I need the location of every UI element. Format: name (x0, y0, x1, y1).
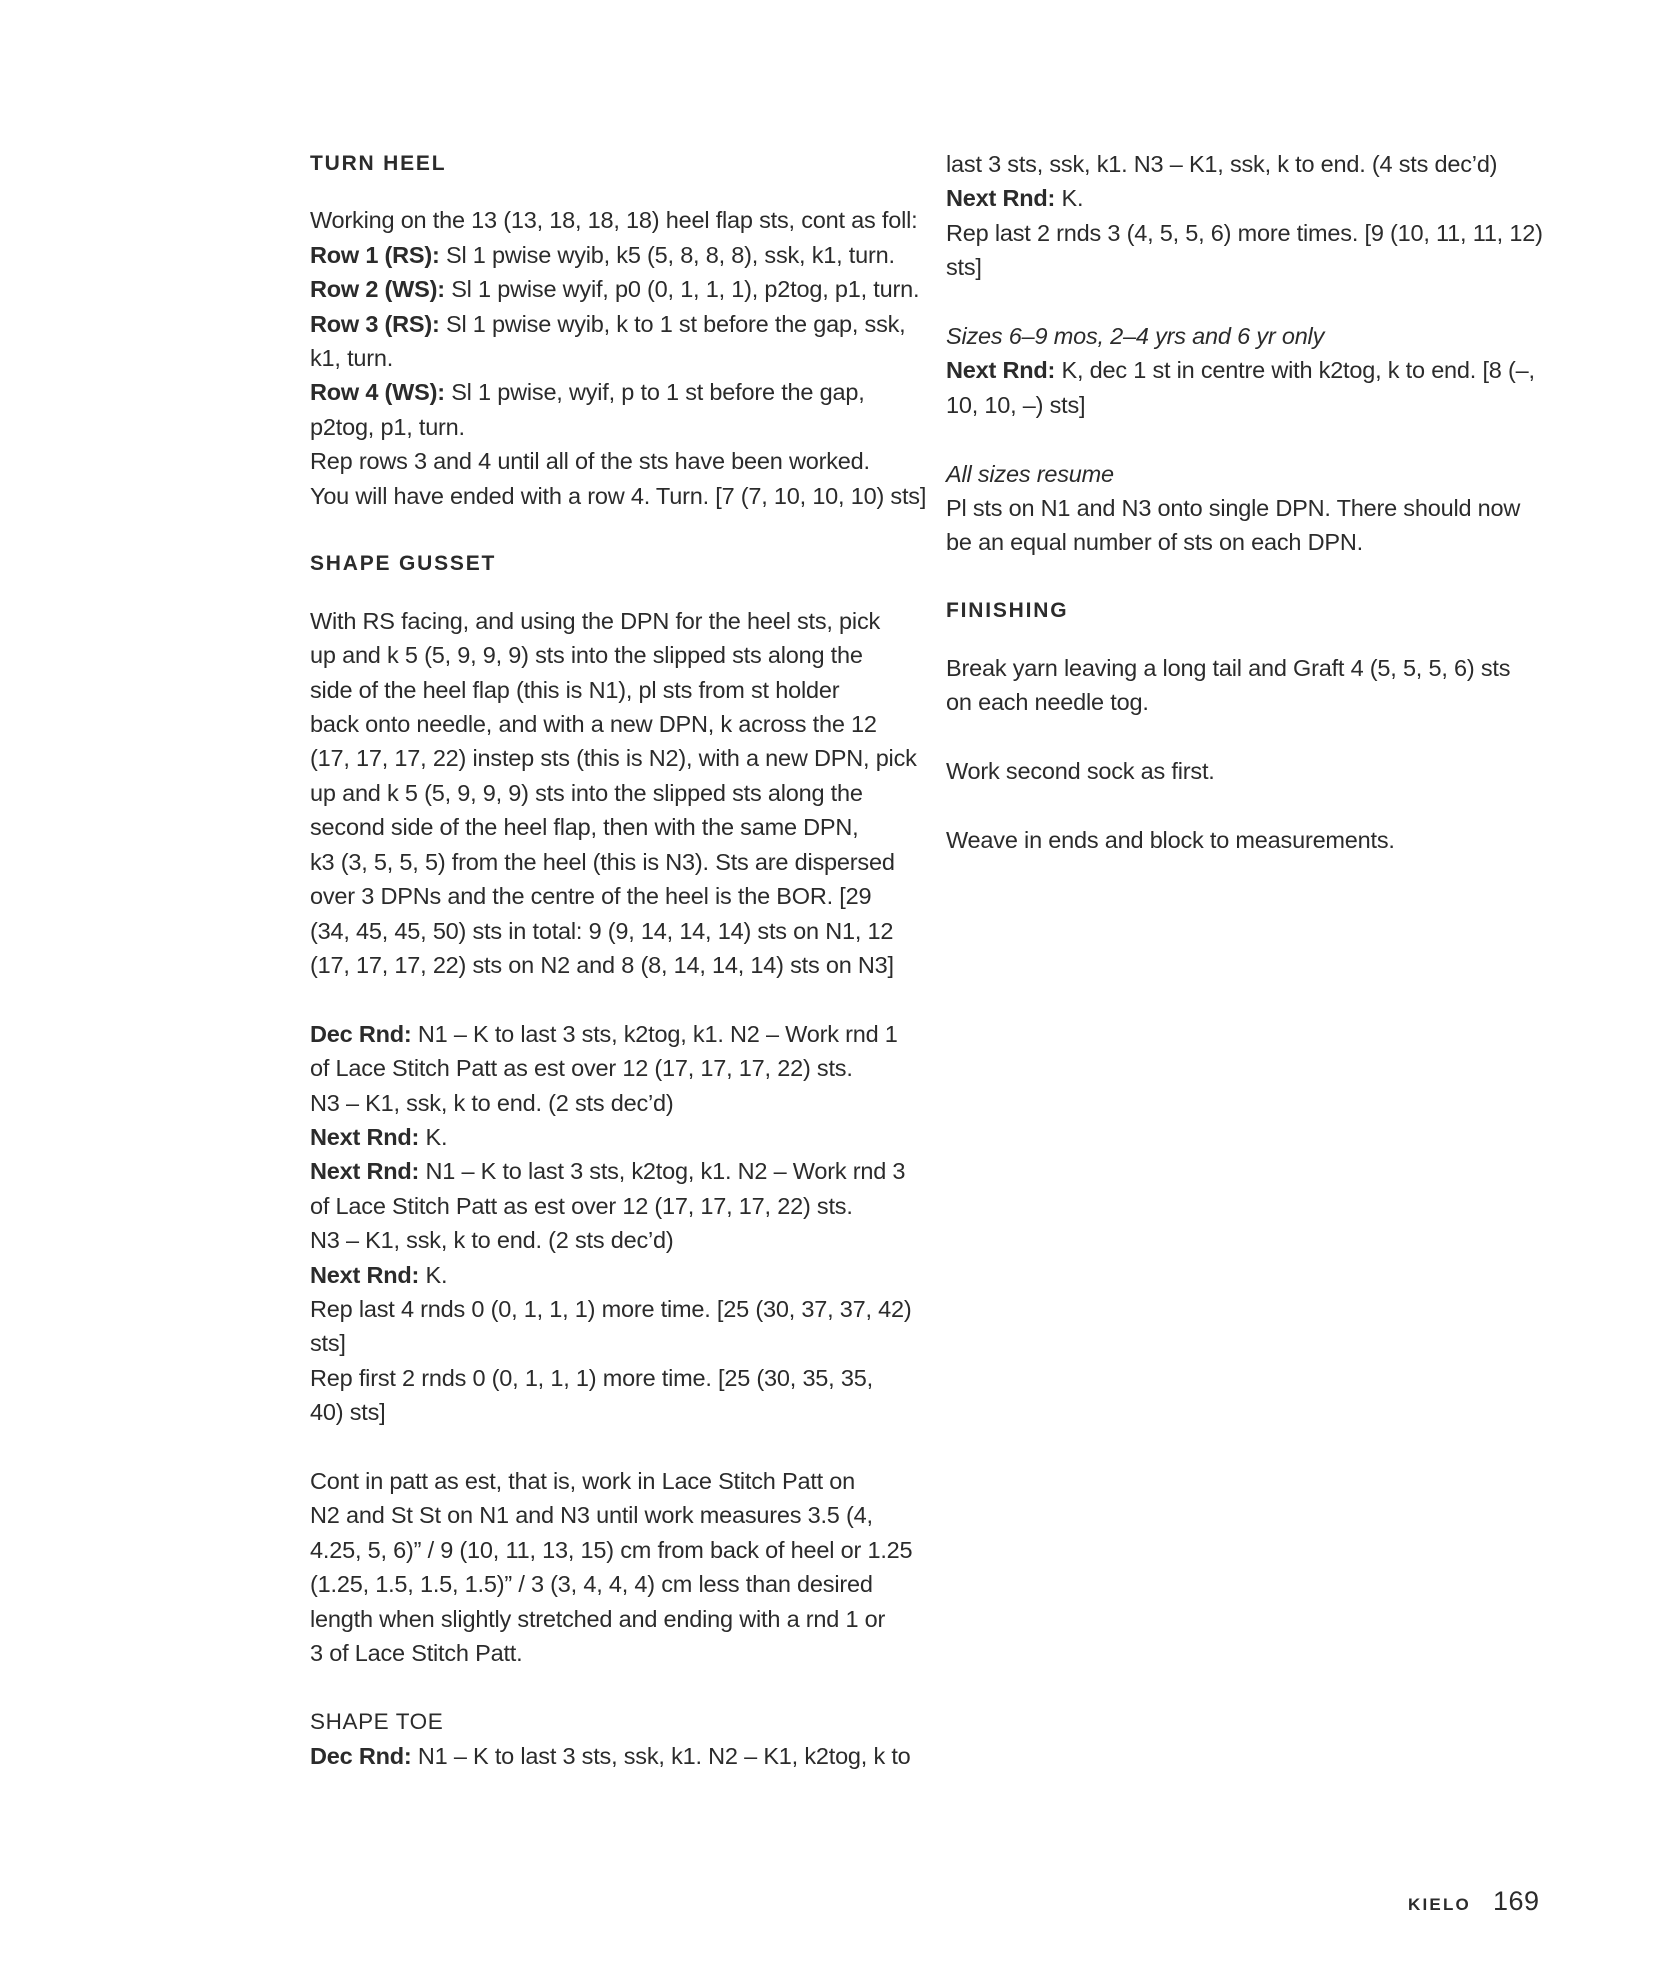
all-sizes-line: Pl sts on N1 and N3 onto single DPN. There should now (946, 495, 1521, 522)
next-rnd-1-label: Next Rnd: (310, 1123, 420, 1150)
toe-next-rnd-text: K. (1055, 185, 1084, 212)
left-column (310, 147, 927, 1774)
cont-line: N2 and St St on N1 and N3 until work measures 3.5 (4, (310, 1502, 873, 1529)
graft-line: Break yarn leaving a long tail and Graft 4 (5, 5, 5, 6) sts (946, 654, 1511, 681)
gusset-line: (17, 17, 17, 22) sts on N2 and 8 (8, 14, 14, 14) sts on N3] (310, 951, 894, 978)
gusset-line: over 3 DPNs and the centre of the heel is the BOR. [29 (310, 883, 872, 910)
turn-heel-heading: TURN HEEL (310, 152, 447, 175)
cont-line: 4.25, 5, 6)” / 9 (10, 11, 13, 15) cm from back of heel or 1.25 (310, 1536, 913, 1563)
row-1 (310, 238, 922, 272)
row-4 (310, 375, 922, 409)
rep-line: Rep first 2 rnds 0 (0, 1, 1, 1) more time. [25 (30, 35, 35, (310, 1364, 873, 1391)
toe-dec-rnd-cont: last 3 sts, ssk, k1. N3 – K1, ssk, k to end. (4 sts dec’d) (946, 151, 1498, 177)
dec-rnd-1-cont: of Lace Stitch Patt as est over 12 (17, 17, 17, 22) sts. (310, 1055, 853, 1082)
cont-line: Cont in patt as est, that is, work in Lace Stitch Patt on (310, 1467, 856, 1494)
gusset-line: up and k 5 (5, 9, 9, 9) sts into the slipped sts along the (310, 642, 863, 669)
gusset-line: (17, 17, 17, 22) instep sts (this is N2), with a new DPN, pick (310, 745, 917, 772)
next-rnd-2 (310, 1154, 922, 1188)
row-3-label: Row 3 (RS): (310, 310, 440, 337)
turn-heel-rep-cont: You will have ended with a row 4. Turn. [7 (7, 10, 10, 10) sts] (310, 482, 927, 509)
gusset-line: (34, 45, 45, 50) sts in total: 9 (9, 14, 14, 14) sts on N1, 12 (310, 917, 894, 944)
row-2-text: Sl 1 pwise wyif, p0 (0, 1, 1, 1), p2tog, p1, turn. (444, 276, 920, 303)
gusset-line: side of the heel flap (this is N1), pl sts from st holder (310, 676, 840, 703)
toe-next-rnd-label: Next Rnd: (946, 185, 1056, 212)
row-1-label: Row 1 (RS): (310, 241, 440, 268)
turn-heel-rep: Rep rows 3 and 4 until all of the sts have been worked. (310, 448, 870, 475)
next-rnd-3 (310, 1258, 922, 1292)
row-2 (310, 272, 922, 306)
row-4-label: Row 4 (WS): (310, 379, 445, 406)
shape-gusset-heading: SHAPE GUSSET (310, 552, 497, 576)
next-rnd-2-cont: N3 – K1, ssk, k to end. (2 sts dec’d) (310, 1227, 674, 1254)
weave-line: Weave in ends and block to measurements. (946, 826, 1395, 853)
next-rnd-3-label: Next Rnd: (310, 1261, 420, 1288)
finishing-heading: FINISHING (946, 599, 1069, 623)
turn-heel-intro: Working on the 13 (13, 18, 18, 18) heel flap sts, cont as foll: (310, 207, 918, 234)
rep-line: sts] (310, 1330, 346, 1357)
next-rnd-2-label: Next Rnd: (310, 1158, 420, 1185)
gusset-line: k3 (3, 5, 5, 5) from the heel (this is N3). Sts are dispersed (310, 848, 895, 875)
page-number: 169 (1492, 1886, 1540, 1916)
toe-dec-rnd-label: Dec Rnd: (310, 1743, 412, 1770)
next-rnd-1-text: K. (419, 1123, 448, 1150)
sizes-next-rnd-cont: 10, 10, –) sts] (946, 391, 1086, 418)
brand-name: KIELO (1408, 1895, 1471, 1914)
second-sock-line: Work second sock as first. (946, 757, 1215, 784)
row-4-text: Sl 1 pwise, wyif, p to 1 st before the gap, (444, 379, 865, 406)
sizes-next-rnd-label: Next Rnd: (946, 357, 1056, 384)
gusset-line: With RS facing, and using the DPN for the heel sts, pick (310, 607, 881, 634)
next-rnd-2-text: N1 – K to last 3 sts, k2tog, k1. N2 – Work rnd 3 (419, 1158, 906, 1185)
cont-line: 3 of Lace Stitch Patt. (310, 1640, 523, 1667)
rep-line: 40) sts] (310, 1399, 386, 1426)
next-rnd-2-cont: of Lace Stitch Patt as est over 12 (17, 17, 17, 22) sts. (310, 1192, 853, 1219)
gusset-line: back onto needle, and with a new DPN, k across the 12 (310, 711, 877, 738)
row-1-text: Sl 1 pwise wyib, k5 (5, 8, 8, 8), ssk, k1, turn. (439, 241, 895, 268)
row-3-text: Sl 1 pwise wyib, k to 1 st before the gap, ssk, (439, 310, 906, 337)
all-sizes-line: be an equal number of sts on each DPN. (946, 529, 1363, 556)
sizes-next-rnd (946, 353, 1556, 387)
cont-line: length when slightly stretched and ending with a rnd 1 or (310, 1605, 886, 1632)
toe-dec-rnd (310, 1739, 922, 1773)
dec-rnd-1-label: Dec Rnd: (310, 1020, 412, 1047)
shape-toe-heading: SHAPE TOE (310, 1708, 444, 1734)
row-3-cont: k1, turn. (310, 345, 394, 372)
right-column (946, 147, 1556, 857)
dec-rnd-1-text: N1 – K to last 3 sts, k2tog, k1. N2 – Work rnd 1 (411, 1020, 898, 1047)
row-4-cont: p2tog, p1, turn. (310, 413, 465, 440)
next-rnd-1 (310, 1120, 922, 1154)
dec-rnd-1-cont: N3 – K1, ssk, k to end. (2 sts dec’d) (310, 1089, 674, 1116)
rep-line: Rep last 4 rnds 0 (0, 1, 1, 1) more time. [25 (30, 37, 37, 42) (310, 1295, 912, 1322)
toe-dec-rnd-text: N1 – K to last 3 sts, ssk, k1. N2 – K1, k2tog, k to (411, 1743, 911, 1770)
page-footer (1408, 1886, 1540, 1926)
toe-next-rnd (946, 181, 1556, 215)
sizes-subheading: Sizes 6–9 mos, 2–4 yrs and 6 yr only (946, 323, 1325, 350)
next-rnd-3-text: K. (419, 1261, 448, 1288)
dec-rnd-1 (310, 1017, 922, 1051)
toe-rep-cont: sts] (946, 254, 982, 281)
graft-line: on each needle tog. (946, 689, 1149, 716)
gusset-line: second side of the heel flap, then with the same DPN, (310, 814, 859, 841)
sizes-next-rnd-text: K, dec 1 st in centre with k2tog, k to end. [8 (–, (1055, 357, 1535, 384)
all-sizes-subheading: All sizes resume (946, 460, 1114, 487)
gusset-line: up and k 5 (5, 9, 9, 9) sts into the slipped sts along the (310, 779, 863, 806)
toe-rep: Rep last 2 rnds 3 (4, 5, 5, 6) more times. [9 (10, 11, 11, 12) (946, 219, 1543, 246)
row-2-label: Row 2 (WS): (310, 276, 445, 303)
cont-line: (1.25, 1.5, 1.5, 1.5)” / 3 (3, 4, 4, 4) cm less than desired (310, 1571, 873, 1598)
row-3 (310, 307, 922, 341)
